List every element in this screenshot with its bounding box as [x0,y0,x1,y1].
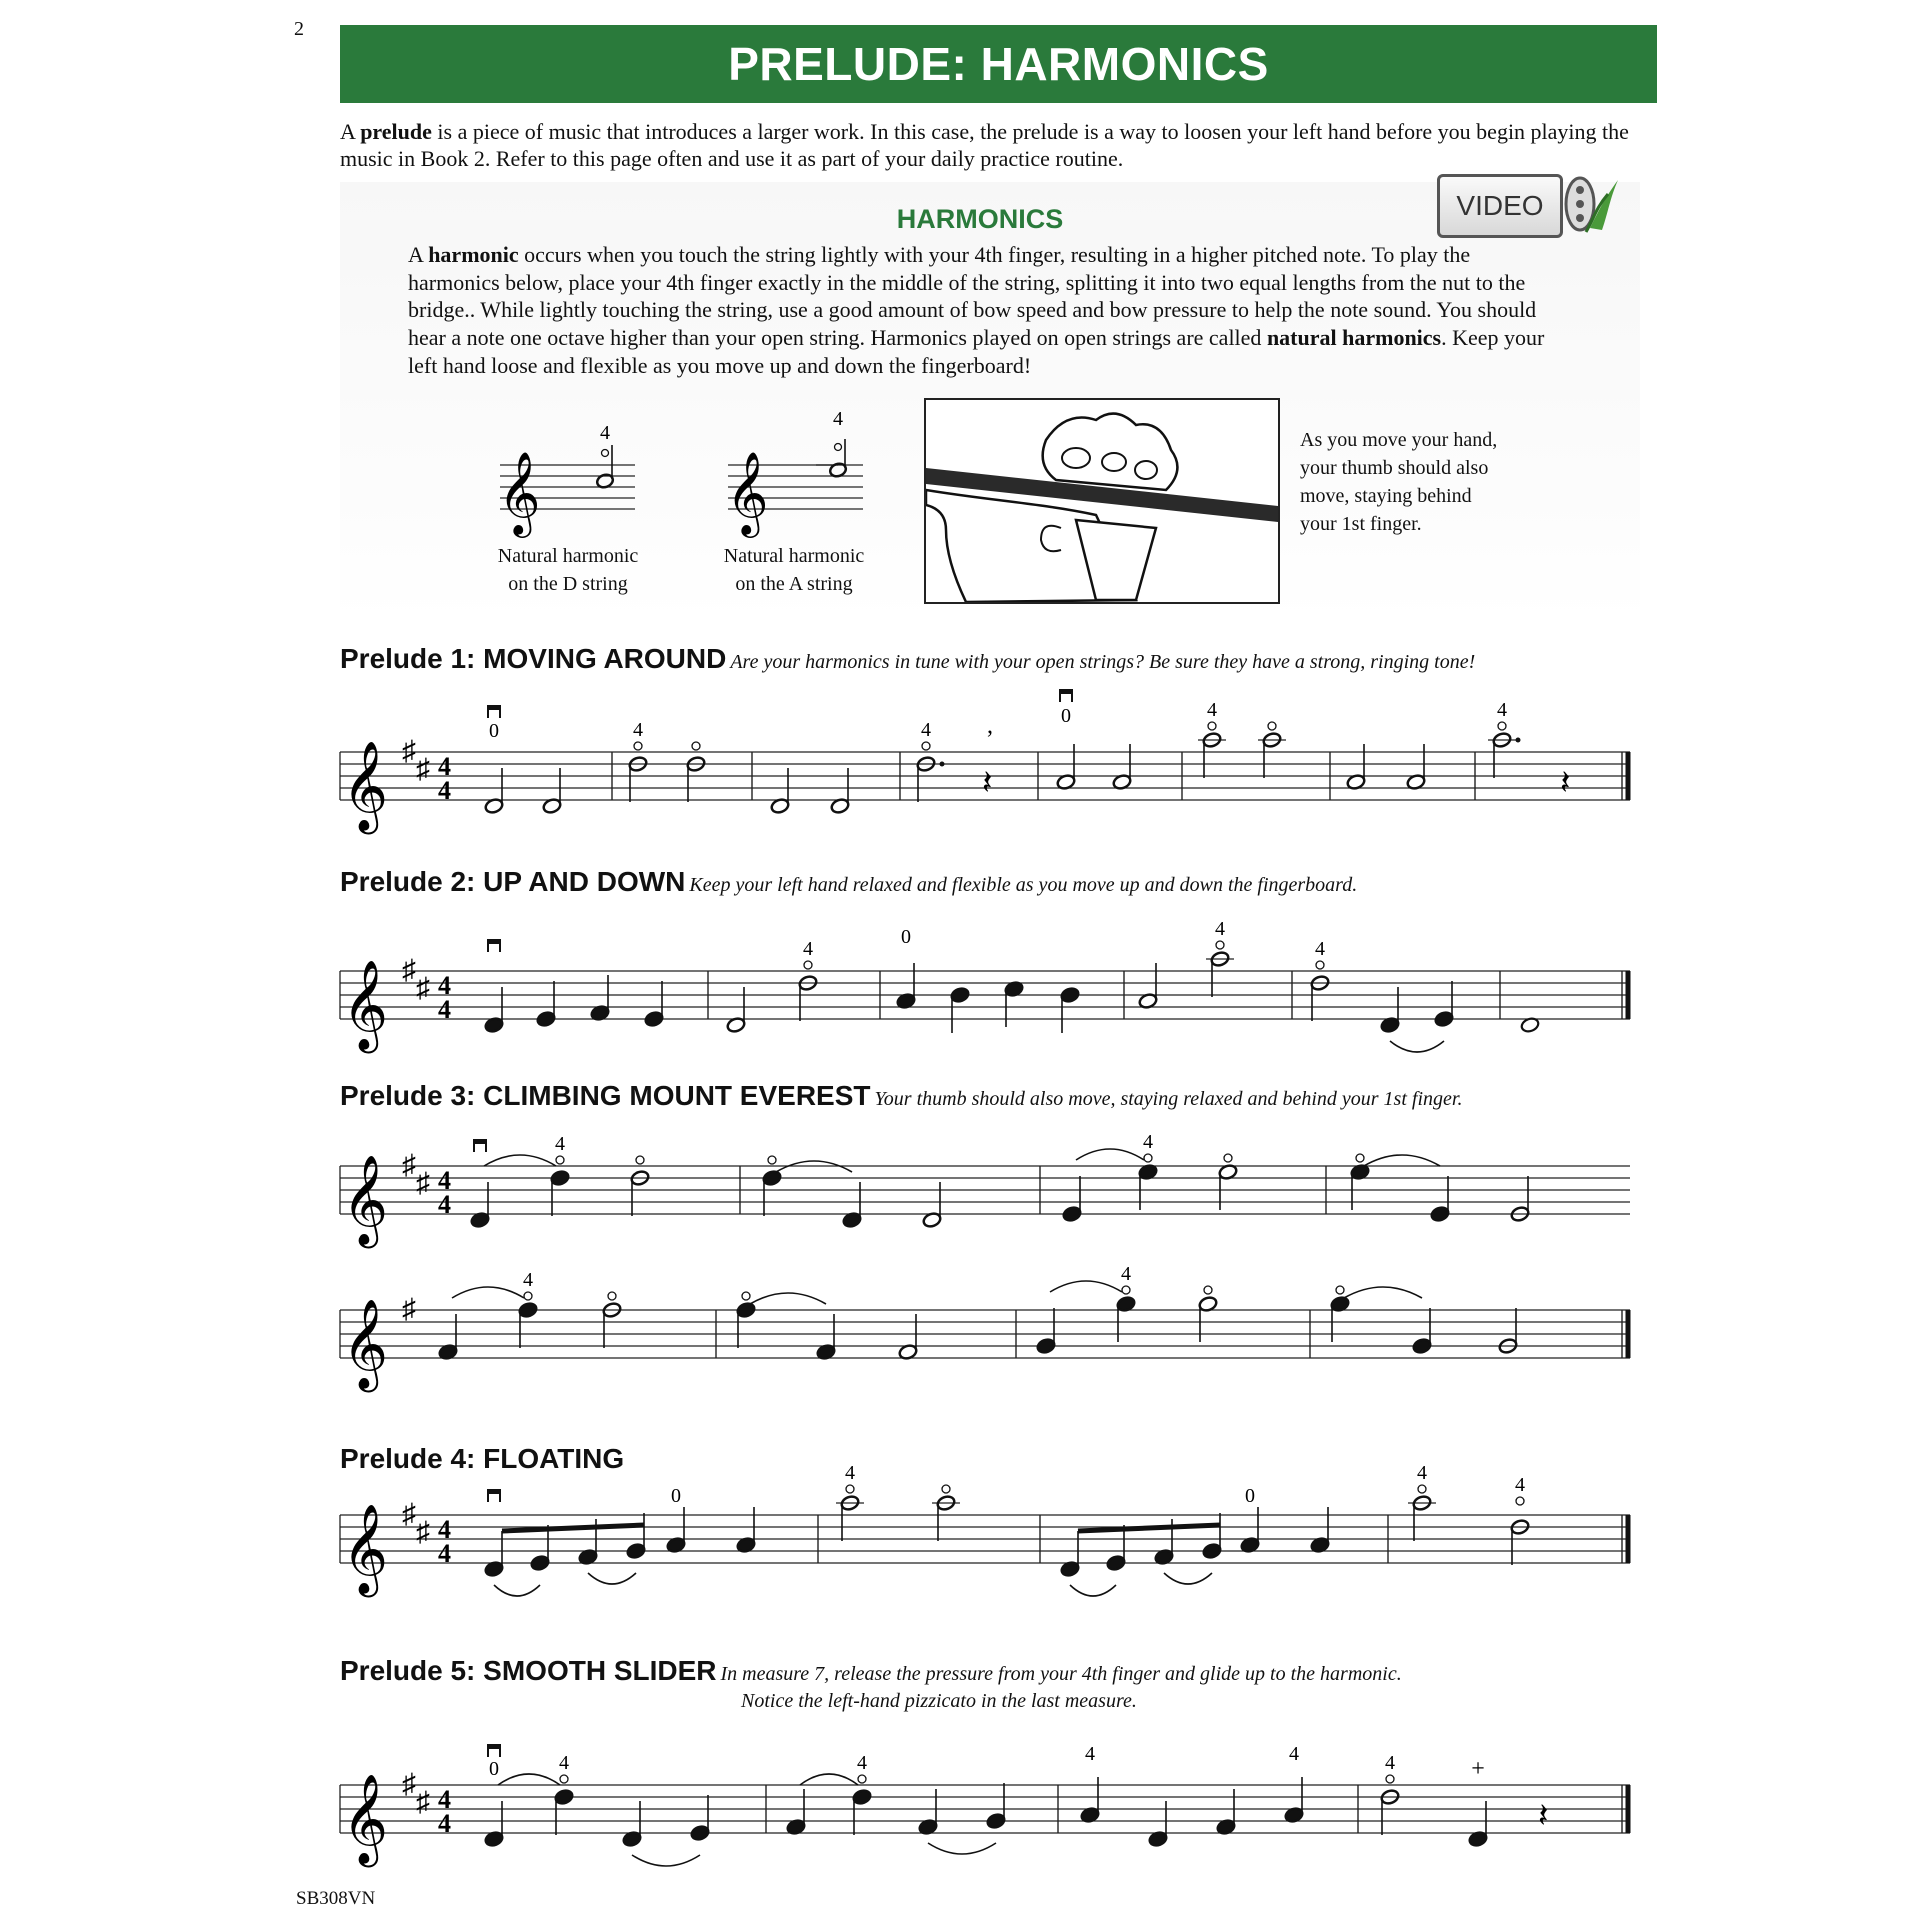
note-head [1106,1554,1126,1571]
down-bow-bar [1060,690,1072,694]
time-signature-top: 4 [438,752,451,781]
slur [750,1293,826,1304]
note-head [1430,1205,1450,1222]
beam [502,1525,644,1531]
harmonic-circle [1268,722,1276,730]
down-bow-bar [488,1490,500,1494]
harmonic-note-head [762,1169,782,1186]
harmonic-circle [524,1292,532,1300]
footer-code: SB308VN [296,1888,376,1909]
key-sharp: ♯ [402,1769,416,1800]
harmonic-circle [742,1292,750,1300]
harmonic-circle [1418,1485,1426,1493]
time-signature-bottom: 4 [438,1539,451,1568]
key-sharp: ♯ [416,1168,430,1199]
svg-text:𝄞: 𝄞 [726,453,769,533]
quarter-rest-icon: 𝄽 [982,765,993,802]
harmonic-circle [922,742,930,750]
down-bow-bar [488,706,500,710]
harmonic-circle [858,1775,866,1783]
prelude-3-heading: Prelude 3: CLIMBING MOUNT EVEREST Your thumb should also move, staying relaxed and behind your 1st finger. [340,1080,1463,1111]
harmonic-circle [692,742,700,750]
finger-number: 4 [1497,699,1507,721]
note-head [626,1542,646,1559]
finger-number: 4 [1215,918,1225,940]
note-head [1412,1337,1432,1354]
prelude-1-heading: Prelude 1: MOVING AROUND Are your harmonics in tune with your open strings? Be sure they have a strong, ringing tone! [340,643,1476,674]
slur [452,1287,524,1298]
quarter-rest-icon: 𝄽 [1538,1798,1549,1835]
treble-clef-icon: 𝄞 [342,742,389,829]
key-sharp: ♯ [416,1787,430,1818]
open-string-number: 0 [489,1758,499,1780]
time-signature-bottom: 4 [438,1809,451,1838]
finger-number: 4 [559,1752,569,1774]
harmonic-circle [560,1775,568,1783]
harmonic-note-head [550,1169,570,1186]
video-label: VIDEO [1456,190,1544,221]
finger-number: 4 [633,719,643,741]
key-sharp: ♯ [402,955,416,986]
harmonic-circle [1208,722,1216,730]
slur [928,1843,996,1854]
finger-number: 4 [921,719,931,741]
harmonic-circle [1316,961,1324,969]
note-head [644,1010,664,1027]
time-signature-bottom: 4 [438,995,451,1024]
note-head [1036,1337,1056,1354]
harmonic-circle [1224,1154,1232,1162]
augmentation-dot [940,762,945,767]
left-hand-pizzicato-mark: + [1471,1756,1485,1782]
harmonic-circle [1498,722,1506,730]
prelude-4-heading: Prelude 4: FLOATING [340,1443,625,1474]
slur [1076,1149,1144,1160]
svg-text:4: 4 [833,408,843,430]
prelude-5-heading: Prelude 5: SMOOTH SLIDER In measure 7, release the pressure from your 4th finger and glide up to the harmonic. [340,1655,1402,1686]
beam [1078,1525,1220,1531]
treble-clef-icon: 𝄞 [342,1300,389,1387]
treble-clef-icon: 𝄞 [498,453,541,533]
slur [494,1585,540,1596]
prelude-term: prelude [360,119,432,144]
svg-text:4: 4 [600,425,610,444]
harmonic-circle [804,961,812,969]
slur [1070,1585,1116,1596]
open-string-number: 0 [1061,705,1071,727]
page-title: PRELUDE: HARMONICS [728,38,1269,90]
note-head [986,1812,1006,1829]
finger-number: 4 [1085,1743,1095,1765]
thumb-side-note: As you move your hand, your thumb should also move, staying behind your 1st finger. [1300,429,1498,535]
d-string-caption: Natural harmonic on the D string [497,545,639,595]
note-head [536,1010,556,1027]
harmonic-circle [1144,1154,1152,1162]
note-head [1062,1205,1082,1222]
slur [800,1774,858,1785]
slur [632,1855,700,1866]
time-signature-top: 4 [438,1515,451,1544]
finger-number: 4 [1515,1474,1525,1496]
down-bow-bar [474,1140,486,1144]
slur [1164,1573,1212,1584]
finger-number: 4 [555,1133,565,1155]
slur [484,1155,556,1166]
note-head [1060,986,1080,1003]
finger-number: 4 [845,1462,855,1484]
harmonic-circle [846,1485,854,1493]
key-sharp: ♯ [402,1294,416,1325]
harmonic-circle [636,1156,644,1164]
breath-mark: , [987,713,993,739]
finger-number: 4 [1417,1462,1427,1484]
down-bow-bar [488,1745,500,1749]
note-head [950,986,970,1003]
slur [588,1573,636,1584]
treble-clef-icon: 𝄞 [342,1775,389,1862]
treble-clef-icon: 𝄞 [342,961,389,1048]
harmonic-circle [1386,1775,1394,1783]
key-sharp: ♯ [416,973,430,1004]
open-string-number: 0 [1245,1485,1255,1507]
harmonic-circle [1516,1497,1524,1505]
finger-number: 4 [523,1269,533,1291]
note-head [1202,1542,1222,1559]
time-signature-top: 4 [438,1166,451,1195]
key-sharp: ♯ [416,1517,430,1548]
slur [1344,1287,1422,1298]
harmonic-note-head [852,1788,872,1805]
time-signature-bottom: 4 [438,776,451,805]
harmonic-circle [1216,941,1224,949]
finger-number: 4 [1143,1131,1153,1153]
harmonic-circle [556,1156,564,1164]
harmonic-circle [1356,1154,1364,1162]
harmonic-circle [608,1292,616,1300]
slur [1050,1281,1122,1292]
treble-clef-icon: 𝄞 [342,1156,389,1243]
open-string-number: 0 [489,720,499,742]
treble-clef-icon: 𝄞 [342,1505,389,1592]
slur [498,1774,560,1785]
harmonic-circle [1122,1286,1130,1294]
harmonic-note-head [736,1301,756,1318]
finger-number: 4 [1385,1752,1395,1774]
time-signature-bottom: 4 [438,1190,451,1219]
open-string-number: 0 [671,1485,681,1507]
note-head [530,1554,550,1571]
harmonic-circle [768,1156,776,1164]
finger-number: 4 [803,938,813,960]
key-sharp: ♯ [402,736,416,767]
slur [1364,1155,1440,1166]
note-head [1434,1010,1454,1027]
open-string-number: 0 [901,926,911,948]
prelude-5-note-line-2: Notice the left-hand pizzicato in the last measure. [741,1690,1137,1712]
key-sharp: ♯ [402,1150,416,1181]
a-string-caption: Natural harmonic on the A string [723,545,865,595]
augmentation-dot [1516,738,1521,743]
harmonic-note-head [518,1301,538,1318]
finger-number: 4 [857,1752,867,1774]
time-signature-top: 4 [438,1785,451,1814]
key-sharp: ♯ [416,754,430,785]
time-signature-top: 4 [438,971,451,1000]
key-sharp: ♯ [402,1499,416,1530]
harmonics-paragraph: A harmonic occurs when you touch the string lightly with your 4th finger, resulting in a higher pitched note. To play the harmonics below, place your 4th finger exactly in the middle of the string, splitting it into two equal lengths from the nut to the bridge.. While lightly touching the string, use a good amount of bow speed and bow pressure to help the note sound. You should hear a note one octave higher than your open string. Harmonics played on open strings are called natural harmonics. Keep your left hand loose and flexible as you move up and down the fingerboard! [408,242,1545,378]
prelude-2-heading: Prelude 2: UP AND DOWN Keep your left hand relaxed and flexible as you move up and down the fingerboard. [340,866,1358,897]
note-head [690,1824,710,1841]
finger-number: 4 [1315,938,1325,960]
harmonic-circle [942,1485,950,1493]
finger-number: 4 [1121,1263,1131,1285]
quarter-rest-icon: 𝄽 [1560,765,1571,802]
page-number: 2 [294,18,304,40]
finger-number: 4 [1289,1743,1299,1765]
down-bow-bar [488,940,500,944]
intro-paragraph: A prelude is a piece of music that introduces a larger work. In this case, the prelude is a way to loosen your left hand before you begin playing the music in Book 2. Refer to this page often and use it as part of your daily practice routine. [340,119,1629,171]
slur [1390,1041,1444,1052]
harmonic-circle [1204,1286,1212,1294]
finger-number: 4 [1207,699,1217,721]
harmonics-heading: HARMONICS [896,204,1064,234]
harmonic-circle [634,742,642,750]
harmonic-note-head [554,1788,574,1805]
harmonic-circle [1336,1286,1344,1294]
